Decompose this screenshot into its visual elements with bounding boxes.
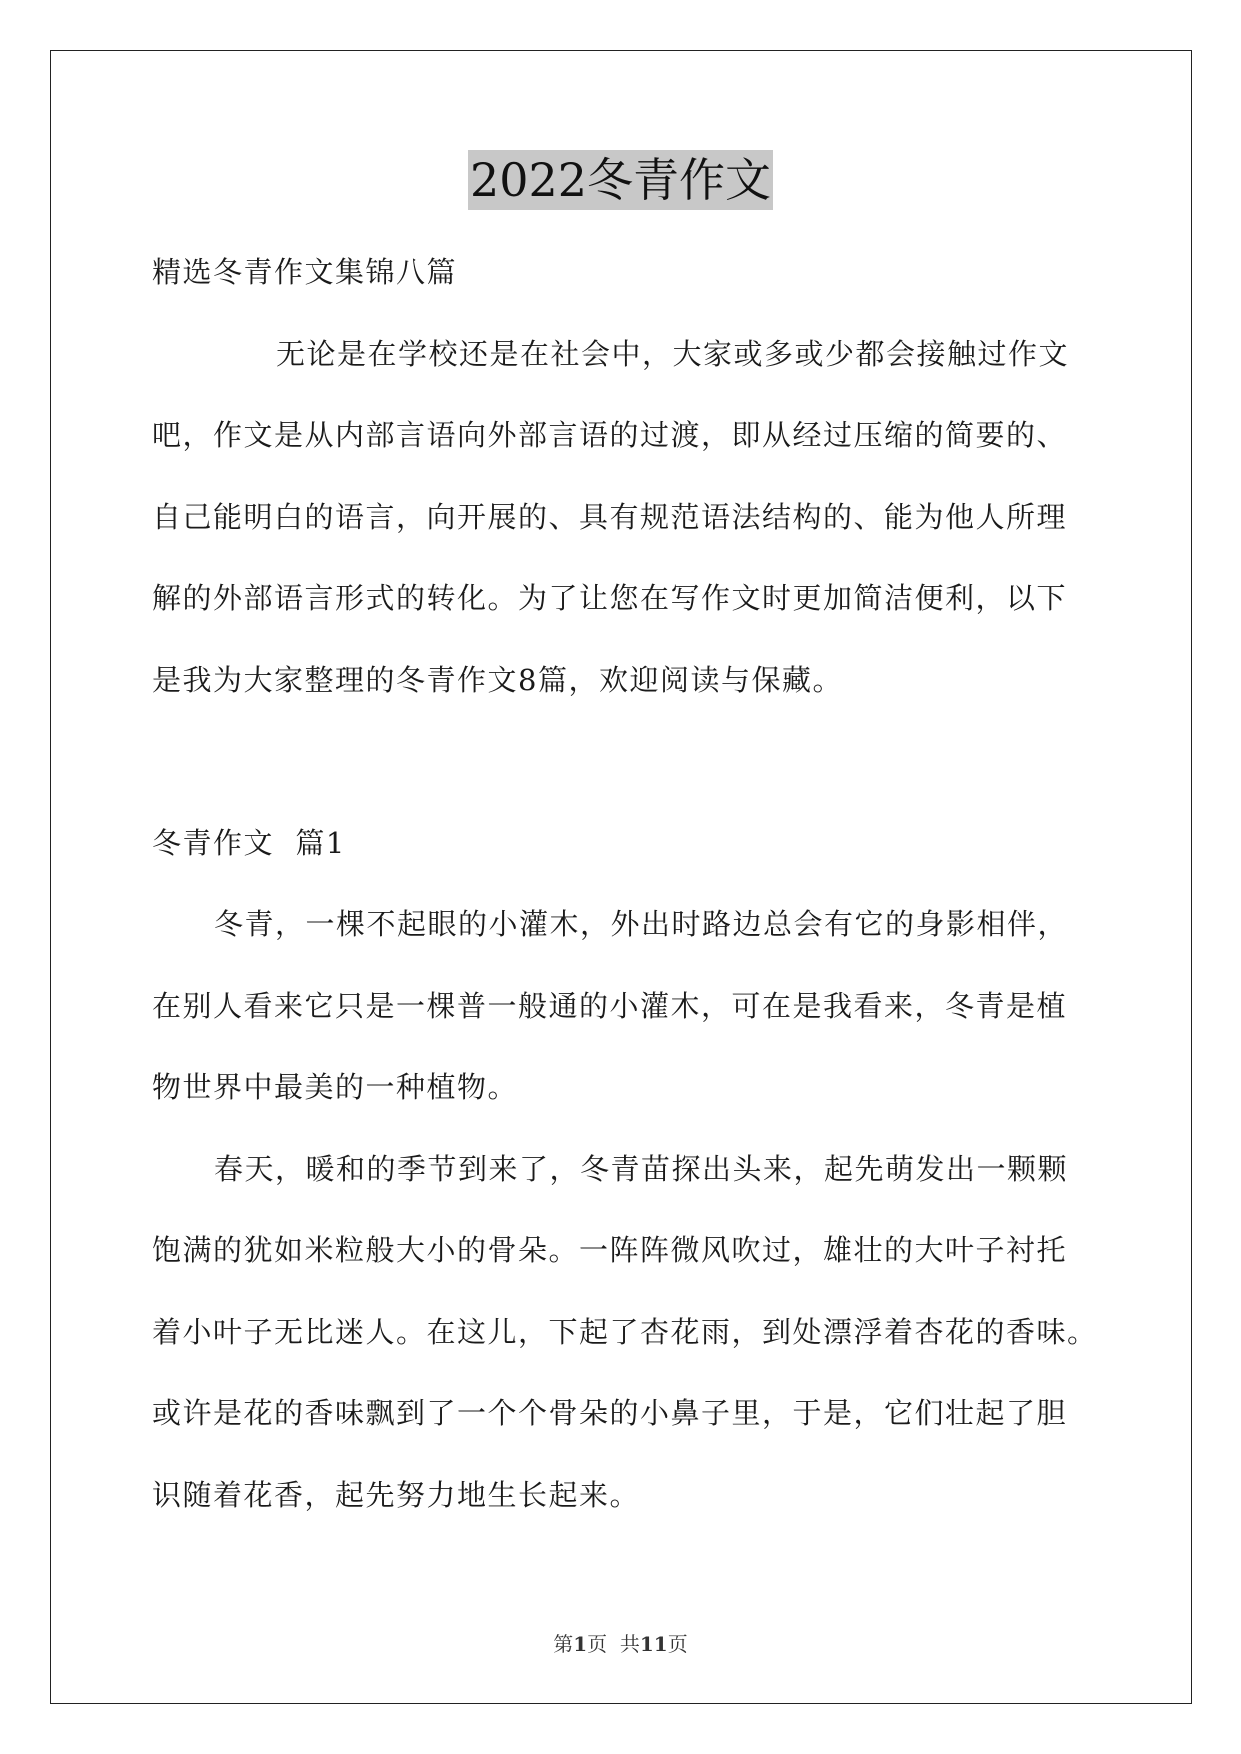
paragraph-line: 识随着花香，起先努力地生长起来。 <box>152 1477 641 1512</box>
paragraph-line: 或许是花的香味飘到了一个个骨朵的小鼻子里，于是，它们壮起了胆 <box>152 1396 1068 1430</box>
section-heading: 冬青作文 篇1 <box>152 825 346 860</box>
paragraph-line: 物世界中最美的一种植物。 <box>152 1070 519 1104</box>
paragraph-line: 饱满的犹如米粒般大小的骨朵。一阵阵微风吹过，雄壮的大叶子衬托 <box>152 1233 1068 1267</box>
intro-line: 解的外部语言形式的转化。为了让您在写作文时更加简洁便利，以下 <box>152 581 1068 615</box>
paragraph-line: 春天，暖和的季节到来了，冬青苗探出头来，起先萌发出一颗颗 <box>214 1151 1069 1186</box>
document-subtitle: 精选冬青作文集锦八篇 <box>152 255 458 289</box>
page-current: 1 <box>573 1632 588 1656</box>
section-gap <box>152 721 1092 803</box>
intro-line: 吧，作文是从内部言语向外部言语的过渡，即从经过压缩的简要的、 <box>152 418 1068 452</box>
page-mid: 页 共 <box>587 1632 640 1656</box>
page-total: 11 <box>639 1632 668 1656</box>
intro-line: 无论是在学校还是在社会中，大家或多或少都会接触过作文 <box>276 336 1070 371</box>
paragraph-line: 冬青，一棵不起眼的小灌木，外出时路边总会有它的身影相伴， <box>214 907 1069 941</box>
intro-line: 自己能明白的语言，向开展的、具有规范语法结构的、能为他人所理 <box>152 499 1068 534</box>
page-footer <box>0 1628 1241 1657</box>
page-suffix: 页 <box>667 1632 688 1656</box>
paragraph-line: 在别人看来它只是一棵普一般通的小灌木，可在是我看来，冬青是植 <box>152 988 1068 1023</box>
paragraph-line: 着小叶子无比迷人。在这儿，下起了杏花雨，到处漂浮着杏花的香味。 <box>152 1314 1098 1349</box>
title-container <box>0 150 1241 210</box>
page-prefix: 第 <box>553 1632 574 1656</box>
document-title: 2022冬青作文 <box>468 150 773 210</box>
document-body <box>152 232 1098 1536</box>
intro-line: 是我为大家整理的冬青作文8篇，欢迎阅读与保藏。 <box>152 662 843 697</box>
